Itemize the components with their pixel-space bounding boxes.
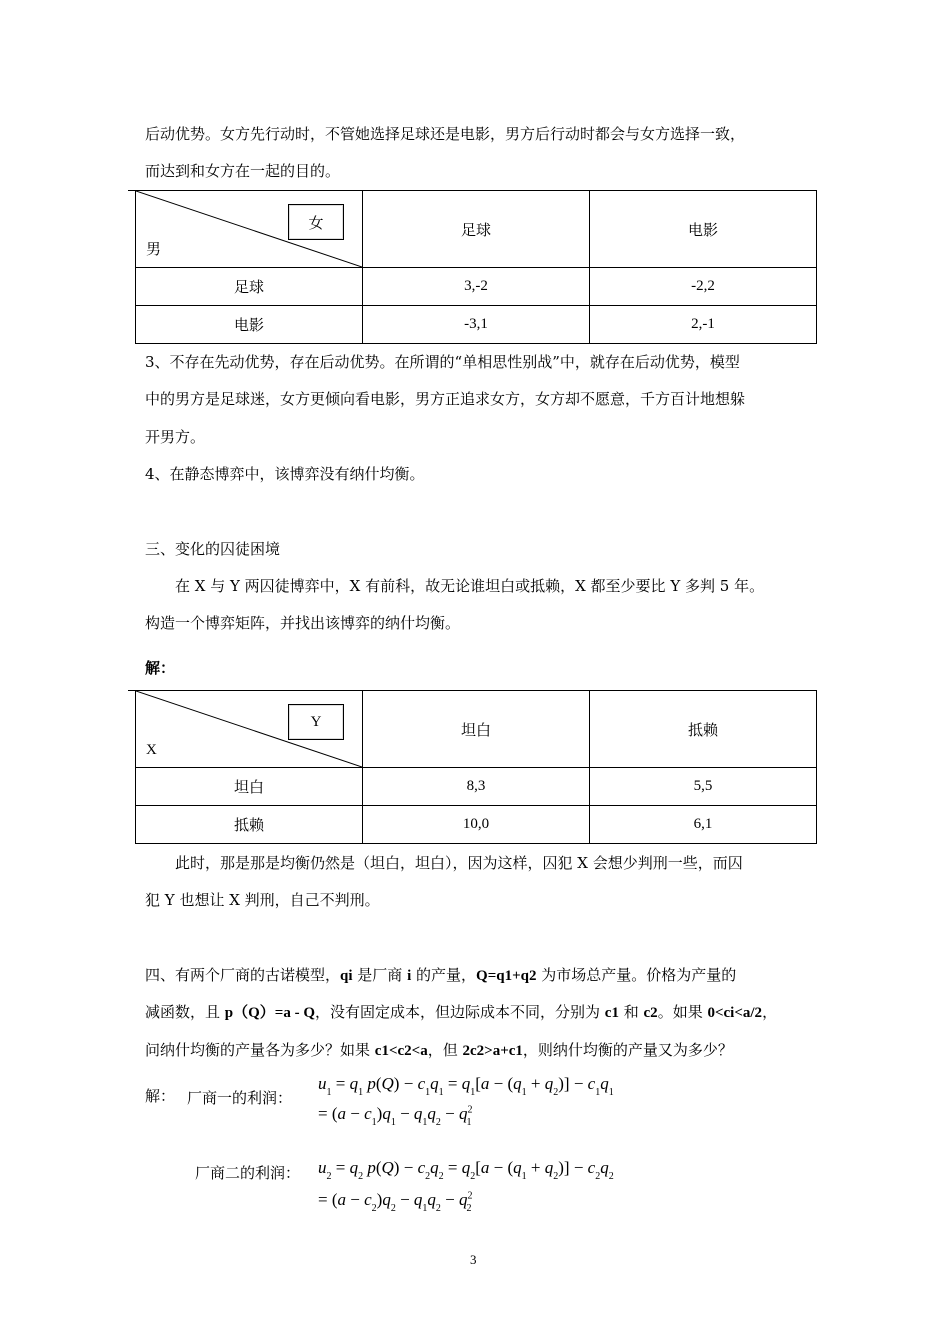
row-header: 电影	[136, 306, 363, 344]
row-header: 足球	[136, 268, 363, 306]
para1-line2: 而达到和女方在一起的目的。	[145, 162, 341, 180]
column-player-label: 女	[288, 204, 344, 240]
payoff-cell: 5,5	[590, 768, 817, 806]
para4: 4、在静态博弈中，该博弈没有纳什均衡。	[145, 465, 425, 483]
firm1-profit-formula-line2: = $(a - c_1)q_1 - q_1q_2 - q^2_1$	[318, 1104, 473, 1128]
payoff-cell: 3,-2	[363, 268, 590, 306]
section4-line2: 减函数，且 p（Q）=a - Q，没有固定成本，但边际成本不同，分别为 c1 和 c2。如果 0<ci<a/2，	[145, 1003, 778, 1021]
section4-line1: 四、有两个厂商的古诺模型，qi 是厂商 i 的产量，Q=q1+q2 为市场总产量。价格为产量的	[145, 966, 737, 984]
para3-line1: 3、不存在先动优势，存在后动优势。在所谓的“单相思性别战”中，就存在后动优势，模型	[145, 353, 740, 371]
column-header: 抵赖	[590, 691, 817, 768]
firm2-profit-formula-line2: = $(a - c_2)q_2 - q_1q_2 - q^2_2$	[318, 1190, 473, 1214]
page-number: 3	[470, 1252, 477, 1267]
row-header: 坦白	[136, 768, 363, 806]
section4-line3: 问纳什均衡的产量各为多少？如果 c1<c2<a，但 2c2>a+c1，则纳什均衡的产量又为多少？	[145, 1041, 733, 1059]
table-row	[136, 306, 817, 344]
table-row	[136, 768, 817, 806]
firm1-profit-label: 厂商一的利润：	[187, 1089, 293, 1107]
column-header: 电影	[590, 191, 817, 268]
solution-label: 解：	[145, 659, 176, 677]
column-header: 足球	[363, 191, 590, 268]
game-matrix-gender	[135, 190, 817, 344]
para3-line2: 中的男方是足球迷，女方更倾向看电影，男方正追求女方，女方却不愿意，千方百计地想躲	[145, 390, 746, 408]
game-matrix-prisoners	[135, 690, 817, 844]
conclusion-line1: 此时，那是那是均衡仍然是（坦白，坦白），因为这样，囚犯 X 会想少判刑一些，而囚	[175, 854, 743, 872]
row-player-label: 男	[146, 240, 162, 258]
column-header: 坦白	[363, 691, 590, 768]
table-corner-cell	[136, 191, 363, 268]
para1-line1: 后动优势。女方先行动时，不管她选择足球还是电影，男方后行动时都会与女方选择一致，	[145, 125, 746, 143]
payoff-cell: -2,2	[590, 268, 817, 306]
section3-line1: 在 X 与 Y 两囚徒博弈中，X 有前科，故无论谁坦白或抵赖，X 都至少要比 Y 多判 5 年。	[175, 577, 765, 595]
payoff-cell: 6,1	[590, 806, 817, 844]
firm1-profit-formula-line1: $u_1 = q_1$ $p(Q) - c_1q_1 = q_1[a - (q_1 + q_2)] - c_1q_1$	[318, 1074, 614, 1098]
row-header: 抵赖	[136, 806, 363, 844]
firm2-profit-label: 厂商二的利润：	[195, 1164, 301, 1182]
section3-title: 三、变化的囚徒困境	[145, 540, 281, 558]
payoff-cell: 10,0	[363, 806, 590, 844]
para3-line3: 开男方。	[145, 428, 206, 446]
section3-line2: 构造一个博弈矩阵，并找出该博弈的纳什均衡。	[145, 614, 461, 632]
payoff-cell: 8,3	[363, 768, 590, 806]
firm2-profit-formula-line1: $u_2 = q_2$ $p(Q) - c_2q_2 = q_2[a - (q_1 + q_2)] - c_2q_2$	[318, 1158, 614, 1182]
solution-label: 解：	[145, 1087, 176, 1105]
payoff-cell: -3,1	[363, 306, 590, 344]
row-player-label: X	[146, 742, 157, 758]
table-corner-cell	[136, 691, 363, 768]
payoff-cell: 2,-1	[590, 306, 817, 344]
conclusion-line2: 犯 Y 也想让 X 判刑，自己不判刑。	[145, 891, 380, 909]
table-row	[136, 806, 817, 844]
table-row	[136, 268, 817, 306]
column-player-label: Y	[288, 704, 344, 740]
